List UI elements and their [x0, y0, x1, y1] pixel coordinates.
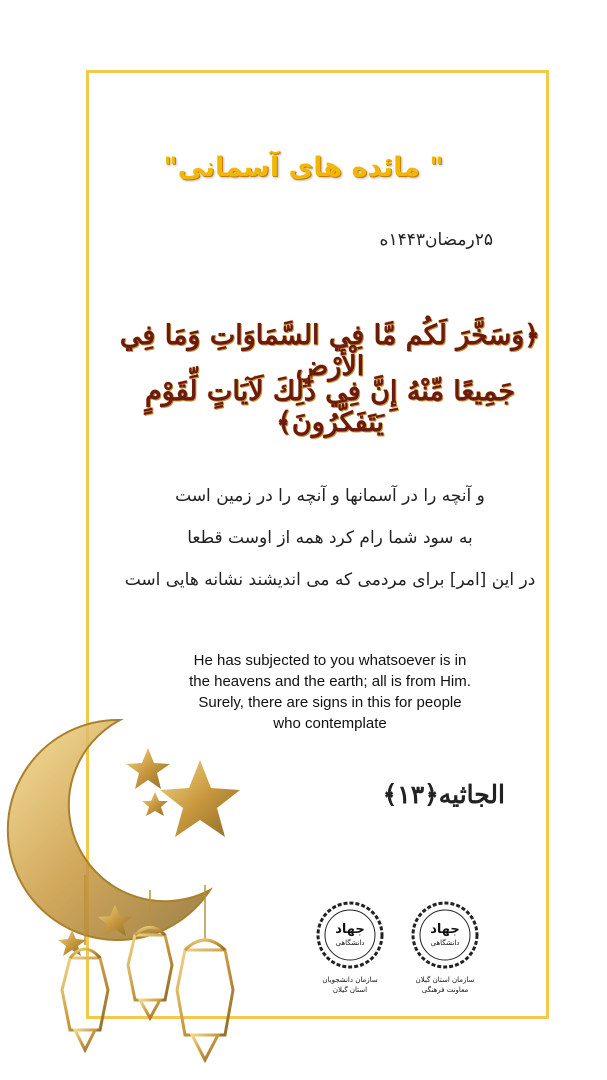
- logo-left-caption: [305, 975, 395, 995]
- star-icon: [160, 760, 240, 837]
- persian-translation-line-1: و آنچه را در آسمانها و آنچه را در زمین است: [175, 486, 485, 506]
- verse-line-1: ﴿وَسَخَّرَ لَكُم مَّا فِي السَّمَاوَاتِ وَمَا فِي الْأَرْضِ: [119, 320, 541, 382]
- logo-word: جهاد: [430, 922, 460, 937]
- verse-line-2: جَمِيعًا مِّنْهُ إِنَّ فِي ذَٰلِكَ لَآيَاتٍ لِّقَوْمٍ يَتَفَكَّرُونَ﴾: [144, 376, 516, 438]
- star-icon: [126, 748, 170, 789]
- lantern-icon: [62, 949, 108, 1050]
- page-title: " مائده های آسمانی": [163, 152, 444, 183]
- date-label: ۲۵رمضان۱۴۴۳ه: [379, 230, 493, 250]
- english-line-1: He has subjected to you whatsoever is in: [193, 652, 467, 669]
- english-line-4: who contemplate: [273, 715, 387, 732]
- logo-left-caption-2: استان گیلان: [332, 986, 368, 994]
- english-line-2: the heavens and the earth; all is from Him.: [189, 673, 471, 690]
- logo-right-caption: [400, 975, 490, 995]
- logo-sub: دانشگاهی: [430, 939, 460, 947]
- crescent-lantern-decoration: [0, 700, 300, 1080]
- logo-right-caption-1: سازمان استان گیلان: [415, 976, 475, 984]
- persian-translation-line-2: به سود شما رام کرد همه از اوست قطعا: [187, 528, 473, 548]
- english-line-3: Surely, there are signs in this for people: [198, 694, 462, 711]
- logo-right-caption-2: معاونت فرهنگی: [421, 986, 469, 994]
- jahad-daneshgahi-logo-right: [410, 900, 480, 970]
- lantern-icon: [128, 928, 172, 1019]
- surah-reference: الجاثیه﴿۱۳﴾: [382, 780, 505, 809]
- logo-word: جهاد: [335, 922, 365, 937]
- star-icon: [142, 792, 168, 816]
- logo-left-caption-1: سازمان دانشجویان: [322, 976, 378, 984]
- persian-translation-line-3: در این [امر] برای مردمی که می اندیشند نشانه هایی است: [124, 570, 536, 590]
- jahad-daneshgahi-logo-left: [315, 900, 385, 970]
- logo-sub: دانشگاهی: [335, 939, 365, 947]
- lantern-icon: [177, 940, 233, 1060]
